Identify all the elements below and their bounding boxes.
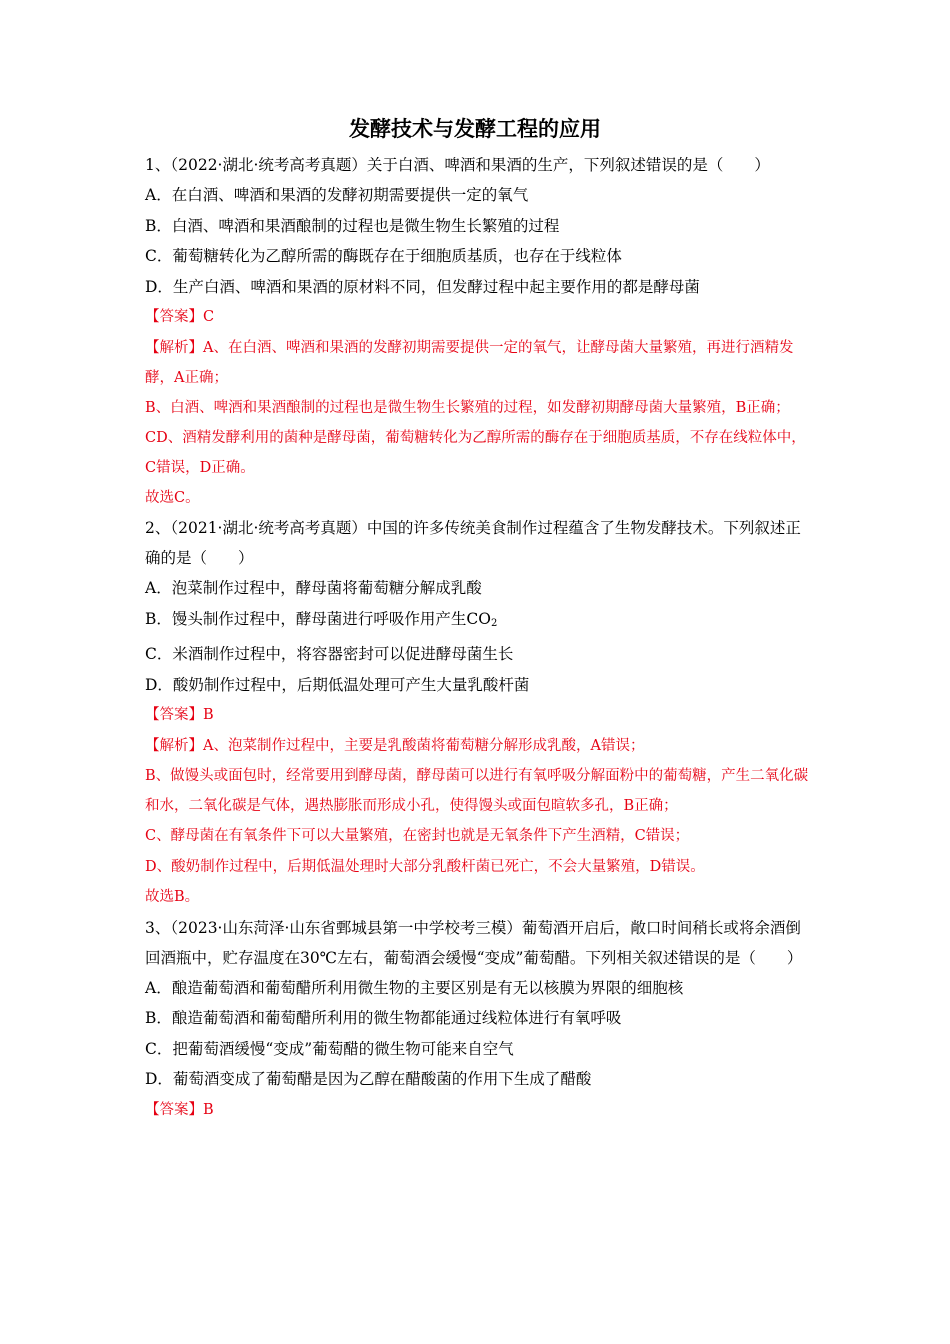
q2-analysis-3: C、酵母菌在有氧条件下可以大量繁殖，在密封也就是无氧条件下产生酒精，C错误； (145, 828, 690, 844)
q2-analysis-4: D、酸奶制作过程中，后期低温处理时大部分乳酸杆菌已死亡，不会大量繁殖，D错误。 (145, 858, 705, 875)
q1-option-a: A．在白酒、啤酒和果酒的发酵初期需要提供一定的氧气 (145, 186, 529, 204)
q2-conclusion: 故选B。 (145, 889, 200, 905)
question-3-stem: 3、（2023·山东菏泽·山东省鄄城县第一中学校考三模）葡萄酒开启后，敞口时间稍长或将余酒倒回酒瓶中，贮存温度在30℃左右，葡萄酒会缓慢“变成”葡萄醋。下列相关叙述错误的是（ ） (145, 918, 803, 967)
q1-analysis-3: CD、酒精发酵利用的菌种是酵母菌，葡萄糖转化为乙醇所需的酶存在于细胞质基质，不存在线粒体中，C错误，D正确。 (145, 429, 806, 476)
q2-option-c: C．米酒制作过程中，将容器密封可以促进酵母菌生长 (145, 645, 514, 663)
q2-answer: 【答案】B (145, 707, 214, 723)
page-title: 发酵技术与发酵工程的应用 (349, 117, 601, 141)
q1-option-b: B．白酒、啤酒和果酒酿制的过程也是微生物生长繁殖的过程 (145, 216, 560, 235)
q3-option-a: A．酿造葡萄酒和葡萄醋所利用微生物的主要区别是有无以核膜为界限的细胞核 (145, 978, 684, 997)
q1-answer: 【答案】C (145, 309, 215, 325)
question-2-stem: 2、（2021·湖北·统考高考真题）中国的许多传统美食制作过程蕴含了生物发酵技术。下列叙述正确的是（ ） (145, 519, 801, 567)
q2-option-d: D．酸奶制作过程中，后期低温处理可产生大量乳酸杆菌 (145, 675, 530, 694)
q1-analysis-1: 【解析】A、在白酒、啤酒和果酒的发酵初期需要提供一定的氧气，让酵母菌大量繁殖，再进行酒精发酵，A正确； (145, 339, 794, 386)
q1-option-d: D．生产白酒、啤酒和果酒的原材料不同，但发酵过程中起主要作用的都是酵母菌 (145, 277, 700, 296)
q3-answer: 【答案】B (145, 1101, 214, 1118)
q2-option-a: A．泡菜制作过程中，酵母菌将葡萄糖分解成乳酸 (145, 579, 482, 597)
q1-analysis-2: B、白酒、啤酒和果酒酿制的过程也是微生物生长繁殖的过程，如发酵初期酵母菌大量繁殖，B正确； (145, 399, 790, 416)
q2-option-b-text: B．馒头制作过程中，酵母菌进行呼吸作用产生CO (145, 609, 491, 628)
question-1-stem: 1、（2022·湖北·统考高考真题）关于白酒、啤酒和果酒的生产，下列叙述错误的是（ ） (145, 156, 770, 174)
q1-conclusion: 故选C。 (145, 489, 200, 506)
q3-option-d: D．葡萄酒变成了葡萄醋是因为乙醇在醋酸菌的作用下生成了醋酸 (145, 1070, 592, 1088)
q3-option-b: B．酿造葡萄酒和葡萄醋所利用的微生物都能通过线粒体进行有氧呼吸 (145, 1009, 622, 1027)
q2-option-b-subscript: 2 (490, 617, 498, 629)
q2-analysis-2: B、做馒头或面包时，经常要用到酵母菌，酵母菌可以进行有氧呼吸分解面粉中的葡萄糖，产生二氧化碳和水，二氧化碳是气体，遇热膨胀而形成小孔，使得馒头或面包暄软多孔，B正确； (145, 768, 809, 814)
q3-option-c: C．把葡萄酒缓慢“变成”葡萄醋的微生物可能来自空气 (145, 1039, 514, 1058)
q2-analysis-1: 【解析】A、泡菜制作过程中，主要是乳酸菌将葡萄糖分解形成乳酸，A错误； (145, 737, 645, 754)
q1-option-c: C．葡萄糖转化为乙醇所需的酶既存在于细胞质基质，也存在于线粒体 (145, 247, 622, 265)
q2-option-b (145, 604, 815, 640)
document-body (145, 150, 815, 1125)
